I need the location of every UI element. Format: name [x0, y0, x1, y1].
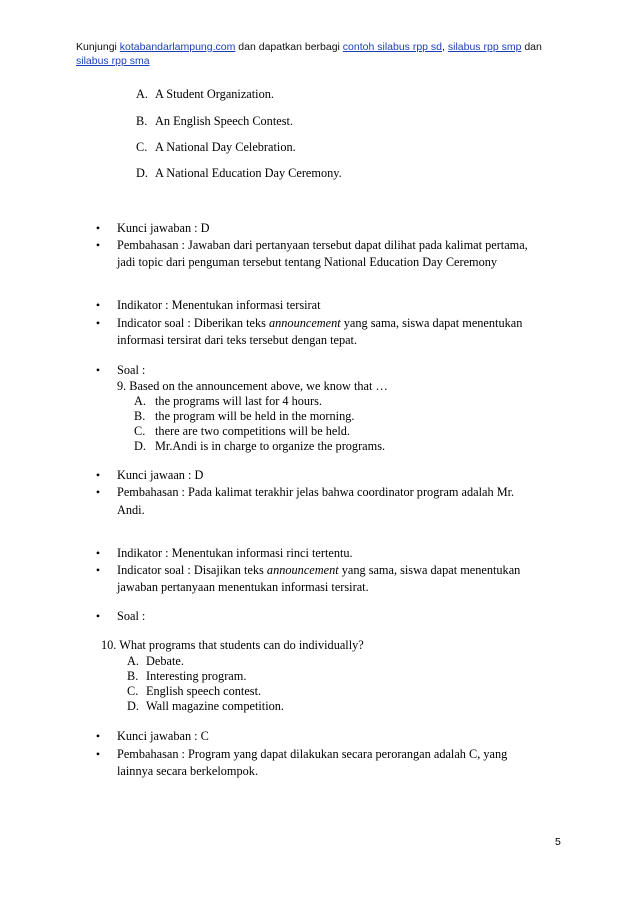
bullet-icon: •	[95, 298, 101, 312]
option-letter: A.	[127, 654, 139, 668]
option-letter: A.	[134, 394, 146, 408]
indicator-soal-suffix: yang sama, siswa dapat menentukan	[338, 563, 521, 577]
option-text: Mr.Andi is in charge to organize the programs.	[155, 439, 386, 453]
bullet-icon: •	[95, 563, 101, 577]
soal-label: Soal :	[117, 609, 146, 623]
link-kotabandarlampung[interactable]: kotabandarlampung.com	[119, 41, 236, 53]
option-text: Interesting program.	[146, 669, 247, 683]
pembahasan-continued: jadi topic dari penguman tersebut tentang National Education Day Ceremony	[117, 255, 498, 269]
indicator-soal-prefix: Indicator soal : Disajikan teks	[117, 563, 267, 577]
option-letter: B.	[134, 409, 146, 423]
option-letter: D.	[134, 439, 146, 453]
option-letter: C.	[134, 424, 146, 438]
bullet-icon: •	[95, 729, 101, 743]
pembahasan: Pembahasan : Program yang dapat dilakukan secara perorangan adalah C, yang	[117, 747, 508, 761]
pembahasan: Pembahasan : Pada kalimat terakhir jelas bahwa coordinator program adalah Mr.	[117, 485, 515, 499]
bullet-icon: •	[95, 221, 101, 235]
option-letter: D.	[136, 166, 148, 180]
kunci-jawaban: Kunci jawaban : D	[117, 221, 210, 235]
bullet-icon: •	[95, 747, 101, 761]
option-letter: D.	[127, 699, 139, 713]
kunci-jawaban: Kunci jawaan : D	[117, 468, 204, 482]
option-text: A National Education Day Ceremony.	[155, 166, 342, 180]
question-10: 10. What programs that students can do individually?	[101, 638, 364, 652]
option-letter: B.	[127, 669, 139, 683]
option-letter: C.	[136, 140, 148, 154]
option-text: Wall magazine competition.	[146, 699, 284, 713]
bullet-icon: •	[95, 363, 101, 377]
option-text: the program will be held in the morning.	[155, 409, 355, 423]
indicator-soal	[117, 316, 522, 331]
page-number: 5	[555, 836, 561, 848]
indicator-soal-suffix: yang sama, siswa dapat menentukan	[340, 316, 523, 330]
option-letter: A.	[136, 87, 148, 101]
header-separator: ,	[442, 41, 448, 53]
indikator: Indikator : Menentukan informasi rinci tertentu.	[117, 546, 353, 560]
indicator-soal-emphasis: announcement	[266, 563, 339, 577]
indicator-soal-continued: informasi tersirat dari teks tersebut dengan tepat.	[117, 333, 358, 347]
link-silabus-rpp-sd[interactable]: contoh silabus rpp sd	[342, 41, 443, 53]
bullet-icon: •	[95, 485, 101, 499]
bullet-icon: •	[95, 609, 101, 623]
question-9: 9. Based on the announcement above, we know that …	[117, 379, 388, 393]
link-silabus-rpp-smp[interactable]: silabus rpp smp	[447, 41, 522, 53]
option-letter: C.	[127, 684, 139, 698]
indikator: Indikator : Menentukan informasi tersirat	[117, 298, 321, 312]
header-text-1: Kunjungi	[76, 41, 120, 53]
pembahasan-continued: Andi.	[117, 503, 145, 517]
option-text: Debate.	[146, 654, 184, 668]
header-text-2: dan dapatkan berbagi	[235, 41, 343, 53]
bullet-icon: •	[95, 468, 101, 482]
option-letter: B.	[136, 114, 148, 128]
option-text: English speech contest.	[146, 684, 262, 698]
option-text: A Student Organization.	[155, 87, 274, 101]
pembahasan-continued: lainnya secara berkelompok.	[117, 764, 259, 778]
link-silabus-rpp-sma[interactable]: silabus rpp sma	[76, 55, 150, 67]
option-text: A National Day Celebration.	[155, 140, 296, 154]
option-text: the programs will last for 4 hours.	[155, 394, 323, 408]
indicator-soal-continued: jawaban pertanyaan menentukan informasi tersirat.	[117, 580, 369, 594]
option-text: An English Speech Contest.	[155, 114, 293, 128]
bullet-icon: •	[95, 546, 101, 560]
indicator-soal	[117, 563, 520, 578]
pembahasan: Pembahasan : Jawaban dari pertanyaan tersebut dapat dilihat pada kalimat pertama,	[117, 238, 528, 252]
bullet-icon: •	[95, 316, 101, 330]
bullet-icon: •	[95, 238, 101, 252]
kunci-jawaban: Kunci jawaban : C	[117, 729, 209, 743]
indicator-soal-emphasis: announcement	[268, 316, 341, 330]
soal-label: Soal :	[117, 363, 146, 377]
option-text: there are two competitions will be held.	[155, 424, 350, 438]
header-text-3: dan	[521, 41, 542, 53]
indicator-soal-prefix: Indicator soal : Diberikan teks	[117, 316, 269, 330]
